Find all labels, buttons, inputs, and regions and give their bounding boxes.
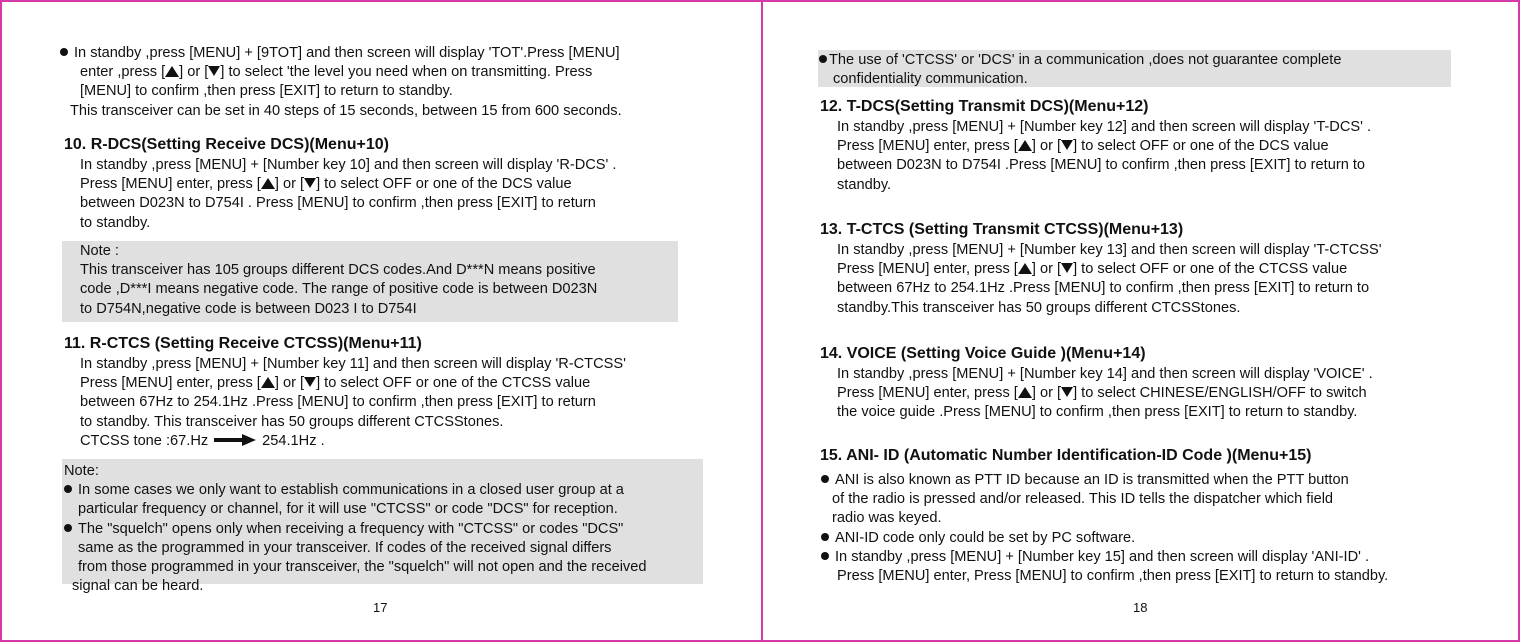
- down-arrow-icon: [208, 66, 220, 76]
- tot-line-3: [MENU] to confirm ,then press [EXIT] to return to standby.: [80, 83, 453, 100]
- down-arrow-icon: [1061, 263, 1073, 273]
- up-arrow-icon: [261, 377, 275, 388]
- section-14-heading: 14. VOICE (Setting Voice Guide )(Menu+14): [820, 345, 1146, 362]
- section-12-heading: 12. T-DCS(Setting Transmit DCS)(Menu+12): [820, 98, 1149, 115]
- bullet-icon: [819, 55, 827, 63]
- ctcss-tone-range: CTCSS tone :67.Hz 254.1Hz .: [80, 432, 325, 449]
- bullet-icon: [64, 524, 72, 532]
- top-note: The use of 'CTCSS' or 'DCS' in a communication ,does not guarantee complete confidentiality communication.: [819, 51, 1341, 89]
- down-arrow-icon: [1061, 140, 1073, 150]
- down-arrow-icon: [304, 178, 316, 188]
- page-number: 17: [373, 600, 388, 615]
- up-arrow-icon: [261, 178, 275, 189]
- note-1: Note : This transceiver has 105 groups different DCS codes.And D***N means positive code ,D***I means negative code. The range of positive code is between D023N to D754N,negative code is between D023 I to D754I: [80, 243, 598, 317]
- up-arrow-icon: [165, 66, 179, 77]
- tot-line-4: This transceiver can be set in 40 steps of 15 seconds, between 15 from 600 seconds.: [70, 102, 622, 119]
- page-18: [763, 2, 1520, 640]
- section-14-body: In standby ,press [MENU] + [Number key 14] and then screen will display 'VOICE' . Press [MENU] enter, press [ ] or [ ] to select CHINESE/ENGLISH/OFF to switch the voice guide .Press [MENU] to confirm ,then press [EXIT] to return to standby.: [837, 366, 1373, 421]
- bullet-icon: [821, 552, 829, 560]
- bullet-icon: [64, 485, 72, 493]
- note-2: Note: In some cases we only want to establish communications in a closed user group at a particular frequency or channel, for it will use "CTCSS" or code "DCS" for reception. The "squelch" opens only when receiving a frequency with "CTCSS" or codes "DCS" same as the programmed in your transceiver. If codes of the received signal differs from those programmed in your transceiver, the "squelch" will not open and the received signal can be heard.: [64, 463, 647, 595]
- up-arrow-icon: [1018, 263, 1032, 274]
- section-13-heading: 13. T-CTCS (Setting Transmit CTCSS)(Menu+13): [820, 221, 1184, 238]
- section-15-heading: 15. ANI- ID (Automatic Number Identification-ID Code )(Menu+15): [820, 447, 1312, 464]
- down-arrow-icon: [304, 377, 316, 387]
- section-10-heading: 10. R-DCS(Setting Receive DCS)(Menu+10): [64, 136, 389, 153]
- up-arrow-icon: [1018, 387, 1032, 398]
- bullet-icon: [821, 533, 829, 541]
- right-arrow-icon: [214, 434, 256, 446]
- section-10-body: In standby ,press [MENU] + [Number key 10] and then screen will display 'R-DCS' . Press [MENU] enter, press [ ] or [ ] to select OFF or one of the DCS value between D023N to D754I . Press [MENU] to confirm ,then press [EXIT] to return to standby.: [80, 157, 617, 231]
- bullet-icon: [821, 475, 829, 483]
- tot-block: [60, 44, 622, 121]
- section-11-heading: 11. R-CTCS (Setting Receive CTCSS)(Menu+11): [64, 335, 422, 352]
- bullet-icon: [60, 48, 68, 56]
- up-arrow-icon: [1018, 140, 1032, 151]
- section-12-body: In standby ,press [MENU] + [Number key 12] and then screen will display 'T-DCS' . Press [MENU] enter, press [ ] or [ ] to select OFF or one of the DCS value between D023N to D754I .Press [MENU] to confirm ,then press [EXIT] to return to standby.: [837, 119, 1372, 193]
- section-13-body: In standby ,press [MENU] + [Number key 13] and then screen will display 'T-CTCSS' Press [MENU] enter, press [ ] or [ ] to select OFF or one of the CTCSS value between 67Hz to 254.1Hz .Press [MENU] to confirm ,then press [EXIT] to return to standby.This transceiver has 50 groups different CTCSStones.: [837, 242, 1382, 316]
- tot-line-2: enter ,press [ ] or [ ] to select 'the level you need when on transmitting. Press: [80, 64, 593, 81]
- page-number: 18: [1133, 600, 1148, 615]
- page-17: [2, 2, 761, 640]
- down-arrow-icon: [1061, 387, 1073, 397]
- section-15-body: ANI is also known as PTT ID because an ID is transmitted when the PTT button of the radio is pressed and/or released. This ID tells the dispatcher which field radio was keyed. ANI-ID code only could be set by PC software. In standby ,press [MENU] + [Number key 15] and then screen will display 'ANI-ID' . Press [MENU] enter, Press [MENU] to confirm ,then press [EXIT] to return to standby.: [821, 471, 1388, 586]
- section-11-body: In standby ,press [MENU] + [Number key 11] and then screen will display 'R-CTCSS' Press [MENU] enter, press [ ] or [ ] to select OFF or one of the CTCSS value between 67Hz to 254.1Hz .Press [MENU] to confirm ,then press [EXIT] to return to standby. This transceiver has 50 groups different CTCSStones. CTCSS tone :67.Hz 254.1Hz .: [80, 355, 626, 451]
- tot-line-1: In standby ,press [MENU] + [9TOT] and then screen will display 'TOT'.Press [MENU]: [60, 44, 622, 63]
